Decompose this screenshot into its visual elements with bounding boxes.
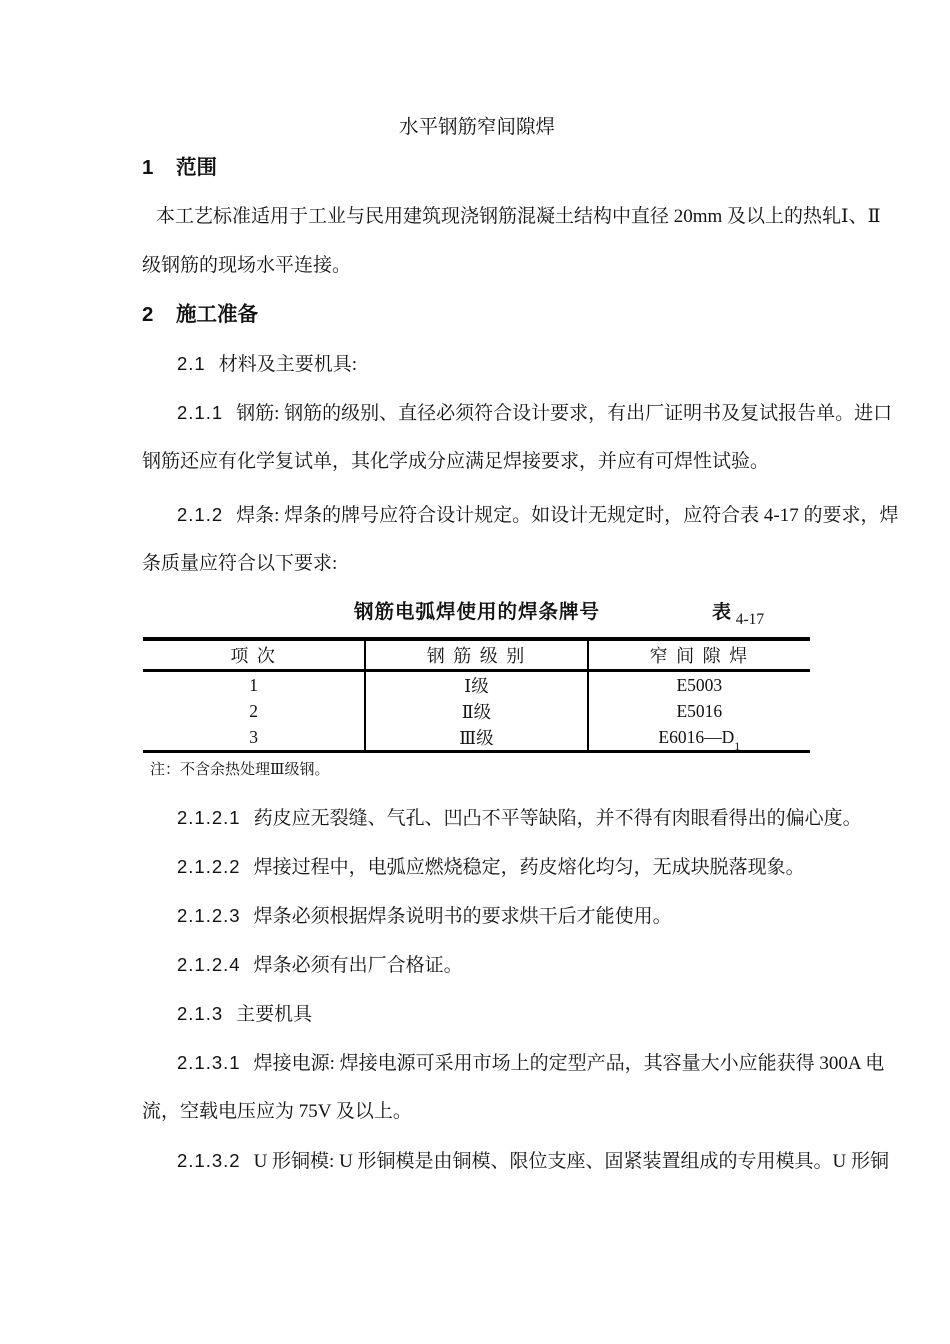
item-2-1-2-1-text: 药皮应无裂缝、气孔、凹凸不平等缺陷，并不得有肉眼看得出的偏心度。 xyxy=(253,808,862,829)
item-2-1-2-3-text: 焊条必须根据焊条说明书的要求烘干后才能使用。 xyxy=(253,906,672,927)
item-2-1-text: 材料及主要机具: xyxy=(218,354,357,375)
item-2-1-2-number: 2.1.2 xyxy=(177,504,224,525)
section-2-number: 2 xyxy=(142,303,154,326)
item-2-1-number: 2.1 xyxy=(177,353,206,374)
item-2-1-3-1-text: 焊接电源: 焊接电源可采用市场上的定型产品，其容量大小应能获得 300A 电 xyxy=(253,1053,885,1074)
cell-item-no: 3 xyxy=(249,726,259,747)
table-label-prefix: 表 xyxy=(712,602,732,623)
table-label-number: 4-17 xyxy=(735,611,765,628)
cell-rebar-grade: Ⅱ级 xyxy=(365,698,587,724)
item-2-1-2-text: 焊条: 焊条的牌号应符合设计规定。如设计无规定时，应符合表 4-17 的要求，焊 xyxy=(236,505,899,526)
item-2-1-3-2-line-1 xyxy=(142,1136,890,1185)
doc-title: 水平钢筋窄间隙焊 xyxy=(398,117,555,138)
rod-brand-subscript: 1 xyxy=(734,738,741,753)
section-2-title: 施工准备 xyxy=(176,303,258,326)
item-2-1-2-4-number: 2.1.2.4 xyxy=(177,954,241,975)
item-2-1-2-3 xyxy=(142,891,812,940)
table-caption-row xyxy=(142,588,812,637)
cell-rod-brand xyxy=(588,671,810,699)
cell-rebar-grade: Ⅰ级 xyxy=(365,671,587,699)
scope-paragraph-line-1: 本工艺标准适用于工业与民用建筑现浇钢筋混凝土结构中直径 20mm 及以上的热轧Ⅰ、Ⅱ xyxy=(156,206,881,227)
item-2-1-3 xyxy=(142,989,812,1038)
item-2-1-2-1-number: 2.1.2.1 xyxy=(177,807,241,828)
table-header-item-no: 项 次 xyxy=(143,639,365,671)
item-2-1-2-1 xyxy=(142,793,862,842)
section-1-title: 范围 xyxy=(176,156,217,179)
item-2-1-3-1-number: 2.1.3.1 xyxy=(177,1052,241,1073)
item-2-1-3-number: 2.1.3 xyxy=(177,1003,224,1024)
item-2-1-2-2-number: 2.1.2.2 xyxy=(177,856,241,877)
table-number-label xyxy=(712,588,764,637)
table-caption: 钢筋电弧焊使用的焊条牌号 xyxy=(353,601,600,623)
table-header-row xyxy=(143,639,810,671)
section-2-heading xyxy=(142,290,812,339)
cell-item-no: 1 xyxy=(249,674,259,695)
section-1-number: 1 xyxy=(142,156,154,179)
scope-paragraph-line-2: 级钢筋的现场水平连接。 xyxy=(142,255,352,276)
cell-rod-brand xyxy=(588,698,810,724)
item-2-1-3-2-number: 2.1.3.2 xyxy=(177,1150,241,1171)
rod-brand-text: E6016—D xyxy=(658,726,735,747)
table-note: 注：不含余热处理Ⅲ级钢。 xyxy=(150,762,330,778)
item-2-1-3-1-line-2: 流，空载电压应为 75V 及以上。 xyxy=(142,1101,412,1122)
item-2-1-1-line-1 xyxy=(142,388,893,437)
cell-rod-brand xyxy=(588,724,810,752)
welding-rod-table xyxy=(143,637,810,753)
item-2-1-2-3-number: 2.1.2.3 xyxy=(177,905,241,926)
rod-brand-text: E5003 xyxy=(676,674,723,695)
table-header-rebar-grade: 钢 筋 级 别 xyxy=(365,639,587,671)
item-2-1-2-4 xyxy=(142,940,812,989)
item-2-1-2-line-1 xyxy=(142,490,899,539)
cell-item-no: 2 xyxy=(249,700,259,721)
table-row xyxy=(143,671,810,699)
item-2-1-3-text: 主要机具 xyxy=(236,1004,313,1025)
item-2-1-2-2 xyxy=(142,842,812,891)
item-2-1-2-line-2: 条质量应符合以下要求: xyxy=(142,553,338,574)
table-row xyxy=(143,698,810,724)
cell-rebar-grade: Ⅲ级 xyxy=(365,724,587,752)
item-2-1-1-line-2: 钢筋还应有化学复试单，其化学成分应满足焊接要求，并应有可焊性试验。 xyxy=(142,451,770,472)
section-1-heading xyxy=(142,143,812,192)
item-2-1-1-text: 钢筋: 钢筋的级别、直径必须符合设计要求，有出厂证明书及复试报告单。进口 xyxy=(236,403,893,424)
table-header-narrow-gap-weld: 窄 间 隙 焊 xyxy=(588,639,810,671)
item-2-1-3-2-text: U 形铜模: U 形铜模是由铜模、限位支座、固紧装置组成的专用模具。U 形铜 xyxy=(253,1151,890,1172)
item-2-1-3-1-line-1 xyxy=(142,1038,885,1087)
item-2-1-2-2-text: 焊接过程中，电弧应燃烧稳定，药皮熔化均匀，无成块脱落现象。 xyxy=(253,857,805,878)
item-2-1 xyxy=(142,339,812,388)
item-2-1-2-4-text: 焊条必须有出厂合格证。 xyxy=(253,955,463,976)
item-2-1-1-number: 2.1.1 xyxy=(177,402,224,423)
table-row xyxy=(143,724,810,752)
rod-brand-text: E5016 xyxy=(676,700,723,721)
